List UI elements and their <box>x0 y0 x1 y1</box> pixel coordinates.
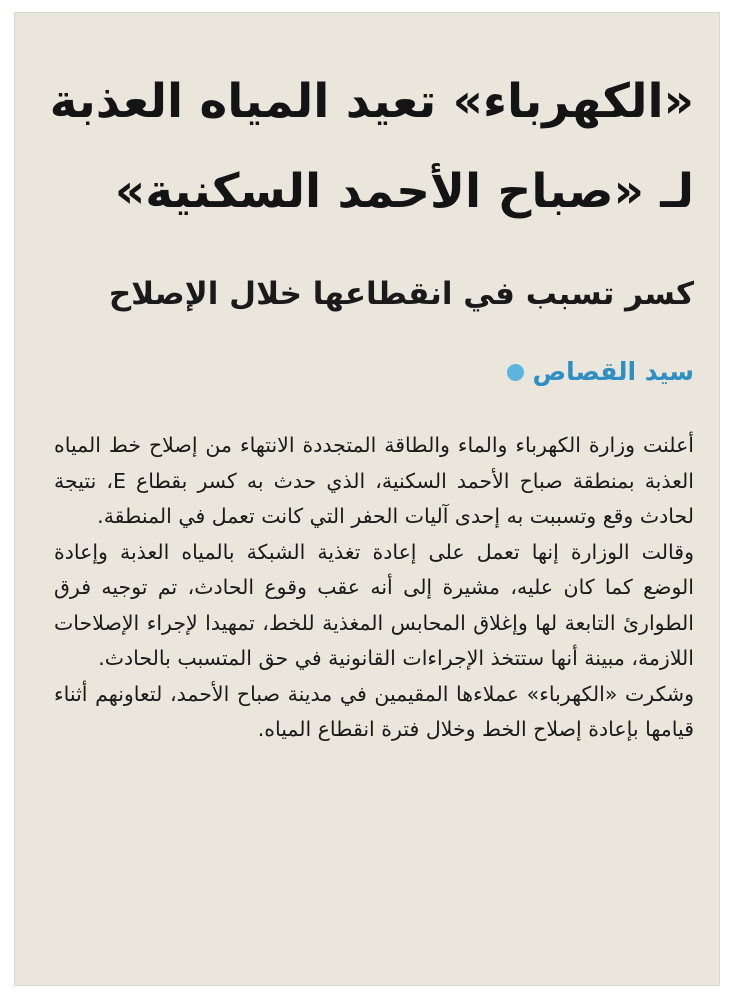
author-name: سيد القصاص <box>532 357 694 386</box>
article-body <box>54 428 694 748</box>
subheadline: كسر تسبب في انقطاعها خلال الإصلاح <box>108 276 694 312</box>
article-paragraph-3: وشكرت «الكهرباء» عملاءها المقيمين في مدينة صباح الأحمد، لتعاونهم أثناء قيامها بإعادة إصلاح الخط وخلال فترة انقطاع المياه. <box>54 681 694 741</box>
bullet-dot-icon <box>507 364 524 381</box>
headline-line-2: لـ «صباح الأحمد السكنية» <box>114 164 694 219</box>
article-paragraph-1: أعلنت وزارة الكهرباء والماء والطاقة المتجددة الانتهاء من إصلاح خط المياه العذبة بمنطقة صباح الأحمد السكنية، الذي حدث به كسر بقطاع E، نتيجة لحادث وقع وتسببت به إحدى آليات الحفر التي كانت تعمل في المنطقة. <box>54 433 694 528</box>
article-paragraph-2: وقالت الوزارة إنها تعمل على إعادة تغذية الشبكة بالمياه العذبة وإعادة الوضع كما كان عليه، مشيرة إلى أنه عقب وقوع الحادث، تم توجيه فرق الطوارئ التابعة لها وإغلاق المحابس المغذية للخط، تمهيدا لإجراء الإصلاحات اللازمة، مبينة أنها ستتخذ الإجراءات القانونية في حق المتسبب بالحادث. <box>54 539 694 670</box>
headline-line-1: «الكهرباء» تعيد المياه العذبة <box>49 74 694 129</box>
newspaper-clipping <box>14 12 720 986</box>
byline <box>507 352 694 392</box>
